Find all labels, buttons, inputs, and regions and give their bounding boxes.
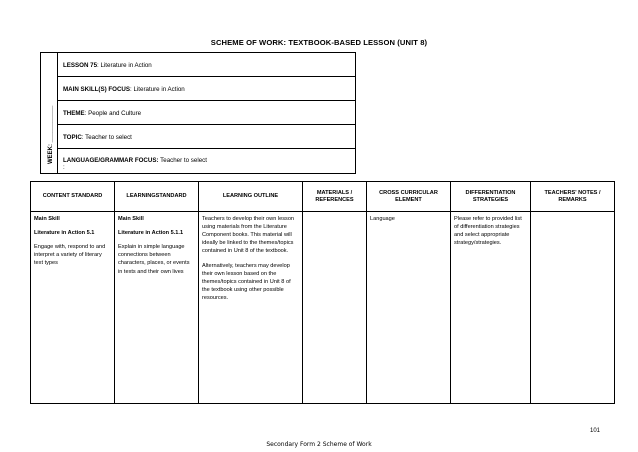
- learning-outline-p2: Alternatively, teachers may develop their own lesson based on the themes/topics contained in Unit 8 of the textbook using other possible resources.: [202, 262, 291, 301]
- week-column: [41, 53, 58, 173]
- content-standard-text: Engage with, respond to and interpret a variety of literary text types: [34, 244, 106, 267]
- col-materials: MATERIALS / REFERENCES: [303, 182, 367, 212]
- week-label: WEEK: ___________: [48, 105, 54, 164]
- col-teachers-notes: TEACHERS' NOTES / REMARKS: [531, 182, 615, 212]
- main-skill-label: MAIN SKILL(S) FOCUS: [63, 86, 131, 93]
- col-cross-curricular: CROSS CURRICULAR ELEMENT: [367, 182, 451, 212]
- language-focus-label: LANGUAGE/GRAMMAR FOCUS:: [63, 157, 159, 164]
- language-focus-row: [57, 149, 355, 174]
- content-standard-heading: Main Skill: [34, 216, 60, 222]
- topic-row: [57, 125, 355, 149]
- lesson-row: [57, 53, 355, 77]
- learning-standard-cell: [115, 212, 199, 404]
- learning-outline-cell: [199, 212, 303, 404]
- learning-standard-text: Explain in simple language connections between characters, places, or events in texts and their own lives: [118, 244, 190, 275]
- theme-value: : People and Culture: [84, 110, 142, 117]
- content-standard-sub: Literature in Action 5.1: [34, 230, 95, 237]
- lesson-value: : Literature in Action: [97, 62, 152, 69]
- cross-curricular-cell: Language: [367, 212, 451, 404]
- col-learning-standard: LEARNINGSTANDARD: [115, 182, 199, 212]
- col-content-standard: CONTENT STANDARD: [31, 182, 115, 212]
- theme-row: [57, 101, 355, 125]
- learning-outline-p1: Teachers to develop their own lesson using materials from the Literature Component books. This material will ideally be linked to the themes/topics contained in Unit 8 of the textbook.: [202, 216, 295, 255]
- learning-standard-sub: Literature in Action 5.1.1: [118, 230, 184, 237]
- page-number: 101: [590, 428, 601, 434]
- document-title: SCHEME OF WORK: TEXTBOOK-BASED LESSON (UNIT 8): [210, 38, 428, 47]
- col-learning-outline: LEARNING OUTLINE: [199, 182, 303, 212]
- learning-standard-heading: Main Skill: [118, 216, 144, 222]
- main-skill-row: [57, 77, 355, 101]
- page-footer: Secondary Form 2 Scheme of Work: [266, 441, 372, 448]
- topic-label: TOPIC: [63, 134, 82, 141]
- col-differentiation: DIFFERENTIATION STRATEGIES: [451, 182, 531, 212]
- table-row: [31, 212, 615, 404]
- theme-label: THEME: [63, 110, 85, 117]
- main-skill-value: : Literature in Action: [130, 86, 185, 93]
- language-focus-extra: :: [63, 164, 65, 172]
- lesson-header-block: [40, 52, 356, 174]
- scheme-table: [30, 181, 615, 404]
- materials-cell: [303, 212, 367, 404]
- table-header-row: [31, 182, 615, 212]
- topic-value: : Teacher to select: [81, 134, 132, 141]
- differentiation-cell: Please refer to provided list of differentiation strategies and select appropriate strategy/strategies.: [451, 212, 531, 404]
- language-focus-value: Teacher to select: [158, 157, 207, 164]
- content-standard-cell: [31, 212, 115, 404]
- teachers-notes-cell: [531, 212, 615, 404]
- lesson-label: LESSON 75: [63, 62, 98, 69]
